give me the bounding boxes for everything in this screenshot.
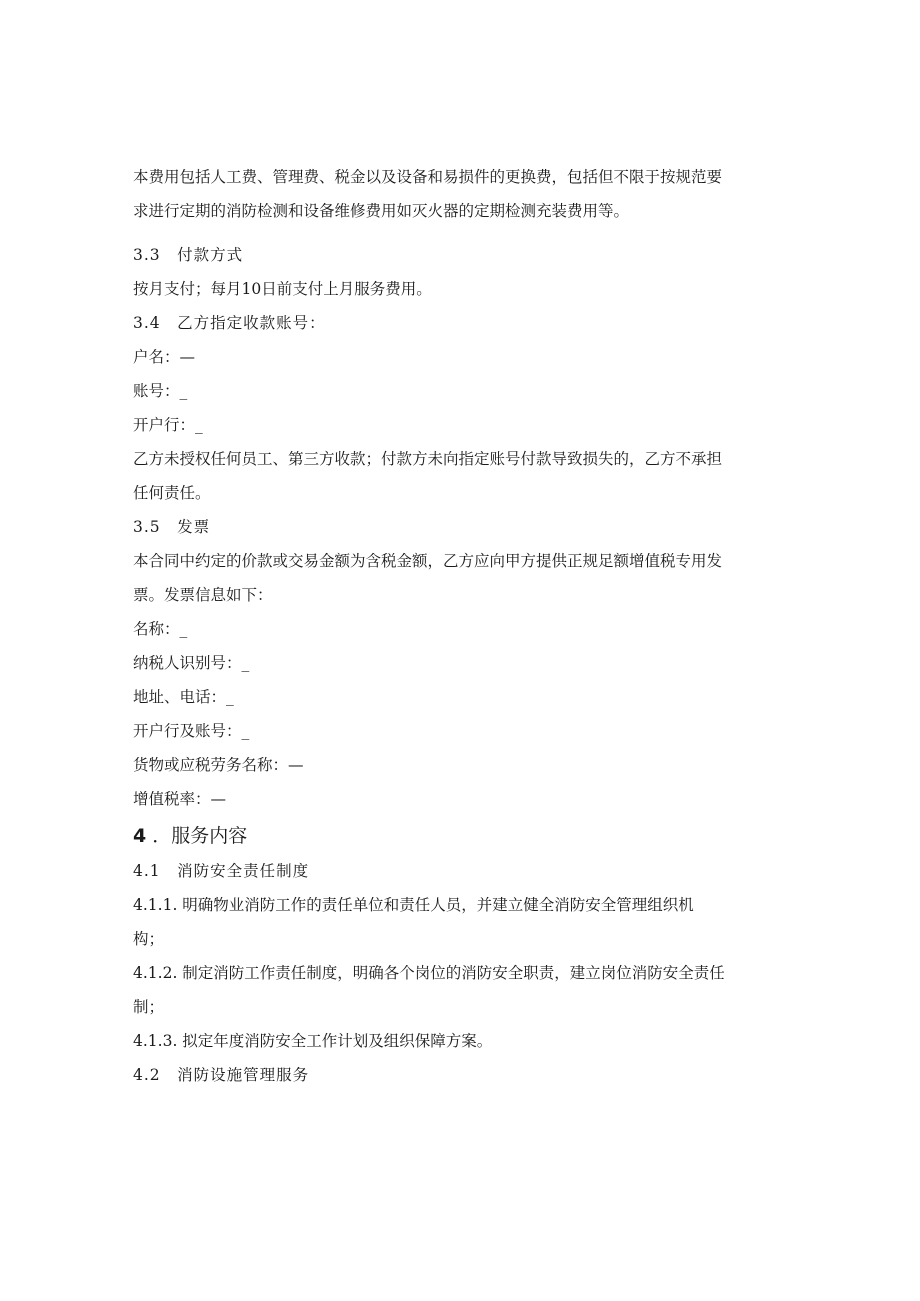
section-4-1-title: 4.1 消防安全责任制度	[133, 862, 310, 880]
item-4-1-1-line-1: 4.1.1. 明确物业消防工作的责任单位和责任人员，并建立健全消防安全管理组织机	[133, 896, 694, 914]
document-page	[133, 160, 793, 1092]
account-bank: 开户行：_	[133, 416, 203, 434]
invoice-goods: 货物或应税劳务名称：—	[133, 756, 304, 774]
account-number: 账号：_	[133, 382, 188, 400]
intro-line-1: 本费用包括人工费、管理费、税金以及设备和易损件的更换费，包括但不限于按规范要	[133, 168, 723, 186]
invoice-address-phone: 地址、电话：_	[133, 688, 234, 706]
item-4-1-2-line-1: 4.1.2. 制定消防工作责任制度，明确各个岗位的消防安全职责，建立岗位消防安全责任	[133, 964, 725, 982]
section-3-3-body: 按月支付；每月10日前支付上月服务费用。	[133, 280, 432, 298]
account-name: 户名：—	[133, 348, 196, 366]
invoice-name: 名称：_	[133, 620, 188, 638]
section-4-number: 4	[133, 825, 147, 847]
invoice-tax-id: 纳税人识别号：_	[133, 654, 250, 672]
section-4-heading	[133, 818, 793, 854]
section-4-title: ．服务内容	[152, 825, 248, 847]
section-3-5-title: 3.5 发票	[133, 518, 211, 536]
item-4-1-1-line-2: 构；	[133, 930, 165, 948]
intro-line-2: 求进行定期的消防检测和设备维修费用如灭火器的定期检测充装费用等。	[133, 202, 630, 220]
section-4-2-title: 4.2 消防设施管理服务	[133, 1066, 310, 1084]
item-4-1-3: 4.1.3. 拟定年度消防安全工作计划及组织保障方案。	[133, 1032, 493, 1050]
invoice-body-line-2: 票。发票信息如下：	[133, 586, 273, 604]
section-3-4-title: 3.4 乙方指定收款账号：	[133, 314, 326, 332]
item-4-1-2-line-2: 制；	[133, 998, 165, 1016]
payment-notice-line-2: 任何责任。	[133, 484, 211, 502]
invoice-vat-rate: 增值税率：—	[133, 790, 227, 808]
payment-notice-line-1: 乙方未授权任何员工、第三方收款；付款方未向指定账号付款导致损失的，乙方不承担	[133, 450, 723, 468]
section-3-3-title: 3.3 付款方式	[133, 246, 244, 264]
invoice-bank-account: 开户行及账号：_	[133, 722, 250, 740]
invoice-body-line-1: 本合同中约定的价款或交易金额为含税金额，乙方应向甲方提供正规足额增值税专用发	[133, 552, 723, 570]
